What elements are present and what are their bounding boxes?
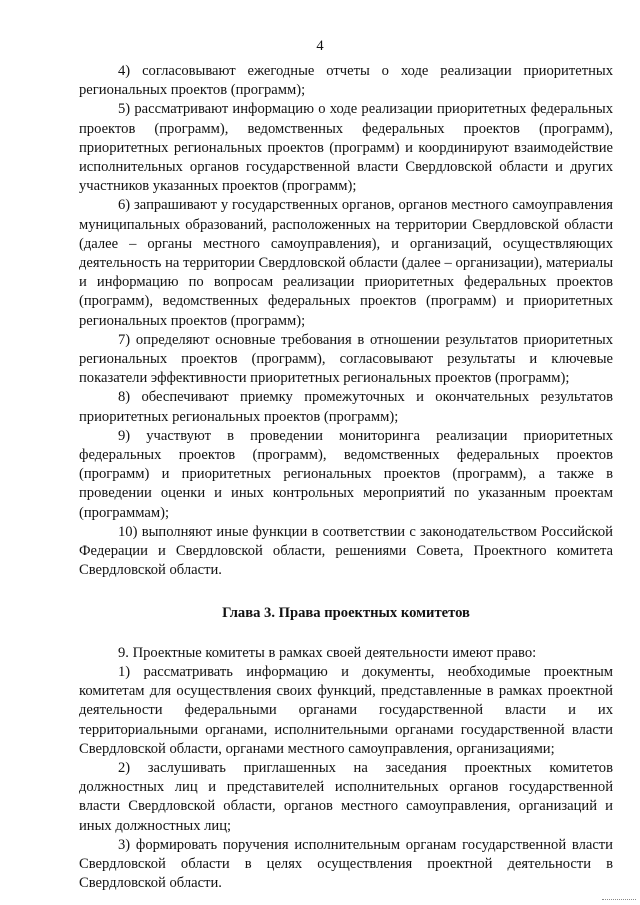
- list-item-5: 5) рассматривают информацию о ходе реализации приоритетных федеральных проектов (программ), ведомственных федеральных проектов (программ), приоритетных региональных проектов (программ) и координируют взаимодействие исполнительных органов государственной власти Свердловской области и других участников указанных проектов (программ);: [79, 101, 613, 195]
- list-item-9: 9) участвуют в проведении мониторинга реализации приоритетных федеральных проектов (программ), ведомственных федеральных проектов (программ) и приоритетных региональных проектов (программ), а также в проведении оценки и иных контрольных мероприятий по указанным проектам (программам);: [79, 427, 613, 521]
- right-item-3: 3) формировать поручения исполнительным органам государственной власти Свердловской области в целях осуществления проектной деятельности в Свердловской области.: [79, 836, 613, 892]
- chapter-heading: Глава 3. Права проектных комитетов: [222, 605, 470, 622]
- list-item-7: 7) определяют основные требования в отношении результатов приоритетных региональных проектов (программ), согласовывают результаты и ключевые показатели эффективности приоритетных региональных проектов (программ);: [79, 331, 613, 387]
- list-item-8: 8) обеспечивают приемку промежуточных и окончательных результатов приоритетных региональных проектов (программ);: [79, 389, 613, 425]
- right-item-2: 2) заслушивать приглашенных на заседания проектных комитетов должностных лиц и представителей исполнительных органов государственной власти Свердловской области, органов местного самоуправления, организаций и иных должностных лиц;: [79, 759, 613, 834]
- page-number: 4: [316, 38, 324, 54]
- section-9-intro: 9. Проектные комитеты в рамках своей деятельности имеют право:: [118, 644, 537, 661]
- list-item-10: 10) выполняют иные функции в соответствии с законодательством Российской Федерации и Свердловской области, решениями Совета, Проектного комитета Свердловской области.: [79, 523, 613, 579]
- right-item-1: 1) рассматривать информацию и документы, необходимые проектным комитетам для осуществления своих функций, представленные в рамках проектной деятельности федеральными органами государственной власти и их территориальными органами, исполнительными органами государственной власти Свердловской области, органами местного самоуправления, организациями;: [79, 663, 613, 757]
- scan-edge-mark: [602, 899, 636, 903]
- list-item-4: 4) согласовывают ежегодные отчеты о ходе реализации приоритетных региональных проектов (программ);: [79, 63, 613, 99]
- list-item-6: 6) запрашивают у государственных органов, органов местного самоуправления муниципальных образований, расположенных на территории Свердловской области (далее – органы местного самоуправления), и организаций, осуществляющих деятельность на территории Свердловской области (далее – организации), материалы и информацию по вопросам реализации приоритетных федеральных проектов (программ), ведомственных федеральных проектов (программ) и приоритетных региональных проектов (программ);: [79, 197, 613, 329]
- document-body: [79, 62, 613, 893]
